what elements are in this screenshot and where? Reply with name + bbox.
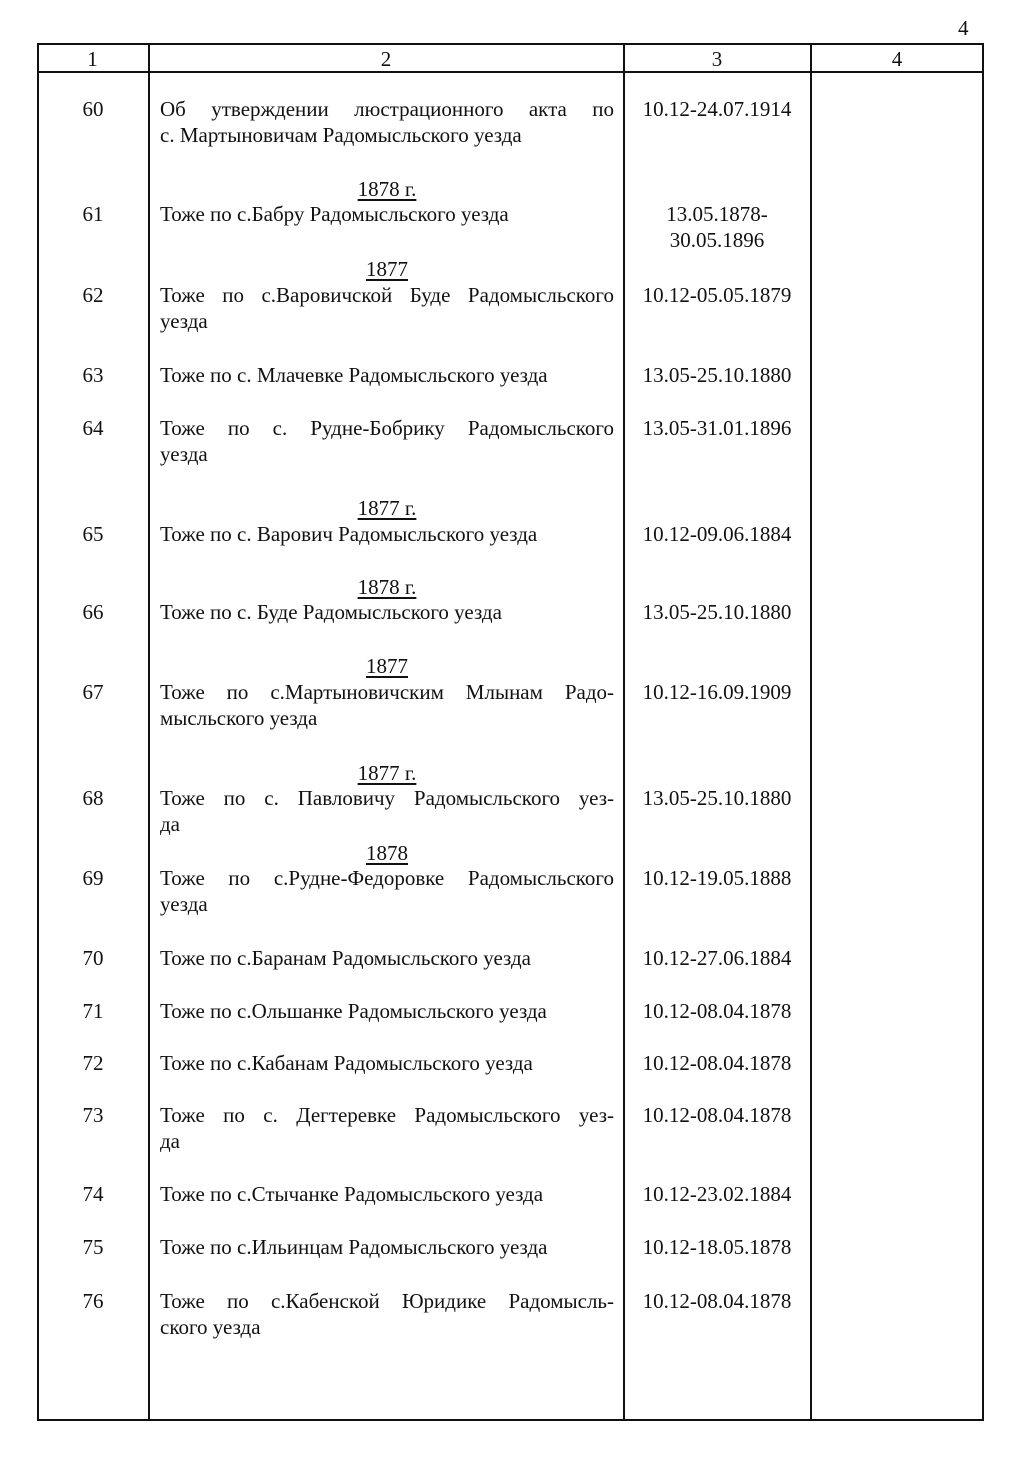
- column-divider-1: [148, 43, 150, 1421]
- row-title-line: Тоже по с.Мартыновичским Млынам Радо-: [160, 680, 614, 704]
- row-title-line: Тоже по с.Ольшанке Радомысльского уезда: [160, 999, 547, 1023]
- page-number: 4: [958, 16, 969, 40]
- row-number: 70: [82, 946, 104, 970]
- row-title-line: Тоже по с.Стычанке Радомысльского уезда: [160, 1182, 544, 1206]
- row-title-line: Тоже по с. Дегтеревке Радомысльского уез-: [160, 1103, 614, 1127]
- row-number: 71: [82, 999, 104, 1023]
- row-number: 61: [82, 202, 104, 226]
- row-number: 74: [82, 1182, 104, 1206]
- row-date: 10.12-24.07.1914: [642, 97, 792, 121]
- row-title-line: Тоже по с.Бабру Радомысльского уезда: [160, 202, 509, 226]
- row-title-line: Тоже по с. Павловичу Радомысльского уез-: [160, 786, 614, 810]
- row-number: 65: [82, 522, 104, 546]
- row-date: 10.12-23.02.1884: [642, 1182, 792, 1206]
- column-divider-3: [810, 43, 812, 1421]
- row-number: 62: [82, 283, 104, 307]
- row-title-line: да: [160, 1129, 181, 1153]
- row-date: 10.12-16.09.1909: [642, 680, 792, 704]
- row-date: 10.12-09.06.1884: [642, 522, 792, 546]
- row-number: 75: [82, 1235, 104, 1259]
- row-title-line: уезда: [160, 892, 208, 916]
- row-number: 67: [82, 680, 104, 704]
- table-border-right: [982, 43, 984, 1421]
- header-col-2: 2: [380, 47, 392, 71]
- row-title-line: с. Мартыновичам Радомысльского уезда: [160, 123, 522, 147]
- row-date: 13.05-25.10.1880: [642, 363, 792, 387]
- row-title-line: уезда: [160, 309, 208, 333]
- row-date: 10.12-08.04.1878: [642, 1289, 792, 1313]
- row-title-line: Тоже по с.Ильинцам Радомысльского уезда: [160, 1235, 548, 1259]
- row-date: 13.05-25.10.1880: [642, 786, 792, 810]
- row-title-line: Тоже по с. Рудне-Бобрику Радомысльского: [160, 416, 614, 440]
- row-date: 10.12-18.05.1878: [642, 1235, 792, 1259]
- year-heading: 1877: [366, 257, 408, 281]
- row-date: 30.05.1896: [669, 228, 765, 252]
- year-heading: 1878: [366, 841, 408, 865]
- table-header: [37, 43, 984, 73]
- row-date: 10.12-08.04.1878: [642, 1051, 792, 1075]
- year-heading: 1877: [366, 654, 408, 678]
- row-title-line: Тоже по с.Варовичской Буде Радомысльского: [160, 283, 614, 307]
- row-title-line: мысльского уезда: [160, 706, 318, 730]
- year-heading: 1877 г.: [357, 496, 417, 520]
- row-title-line: да: [160, 812, 181, 836]
- row-title-line: Тоже по с.Баранам Радомысльского уезда: [160, 946, 531, 970]
- header-col-3: 3: [711, 47, 723, 71]
- year-heading: 1878 г.: [357, 177, 417, 201]
- row-date: 13.05-31.01.1896: [642, 416, 792, 440]
- row-title-line: Тоже по с. Буде Радомысльского уезда: [160, 600, 502, 624]
- row-number: 76: [82, 1289, 104, 1313]
- row-date: 13.05.1878-: [666, 202, 768, 226]
- row-title-line: Тоже по с.Кабенской Юридике Радомысль-: [160, 1289, 614, 1313]
- row-number: 63: [82, 363, 104, 387]
- row-title-line: Тоже по с.Кабанам Радомысльского уезда: [160, 1051, 533, 1075]
- year-heading: 1877 г.: [357, 761, 417, 785]
- row-title-line: Об утверждении люстрационного акта по: [160, 97, 614, 121]
- header-col-1: 1: [87, 47, 98, 71]
- row-title-line: Тоже по с. Млачевке Радомысльского уезда: [160, 363, 548, 387]
- row-number: 68: [82, 786, 104, 810]
- row-title-line: уезда: [160, 442, 208, 466]
- row-date: 13.05-25.10.1880: [642, 600, 792, 624]
- header-col-4: 4: [891, 47, 903, 71]
- year-heading: 1878 г.: [357, 575, 417, 599]
- row-date: 10.12-05.05.1879: [642, 283, 792, 307]
- row-date: 10.12-08.04.1878: [642, 999, 792, 1023]
- row-number: 69: [82, 866, 104, 890]
- row-number: 60: [82, 97, 104, 121]
- row-number: 66: [82, 600, 104, 624]
- row-title-line: ского уезда: [160, 1315, 261, 1339]
- table-border-left: [37, 43, 39, 1421]
- row-date: 10.12-08.04.1878: [642, 1103, 792, 1127]
- row-title-line: Тоже по с. Варович Радомысльского уезда: [160, 522, 538, 546]
- row-number: 64: [82, 416, 104, 440]
- table-border-bottom: [37, 1419, 984, 1421]
- row-date: 10.12-19.05.1888: [642, 866, 792, 890]
- row-number: 73: [82, 1103, 104, 1127]
- row-number: 72: [82, 1051, 104, 1075]
- row-date: 10.12-27.06.1884: [642, 946, 792, 970]
- row-title-line: Тоже по с.Рудне-Федоровке Радомысльского: [160, 866, 614, 890]
